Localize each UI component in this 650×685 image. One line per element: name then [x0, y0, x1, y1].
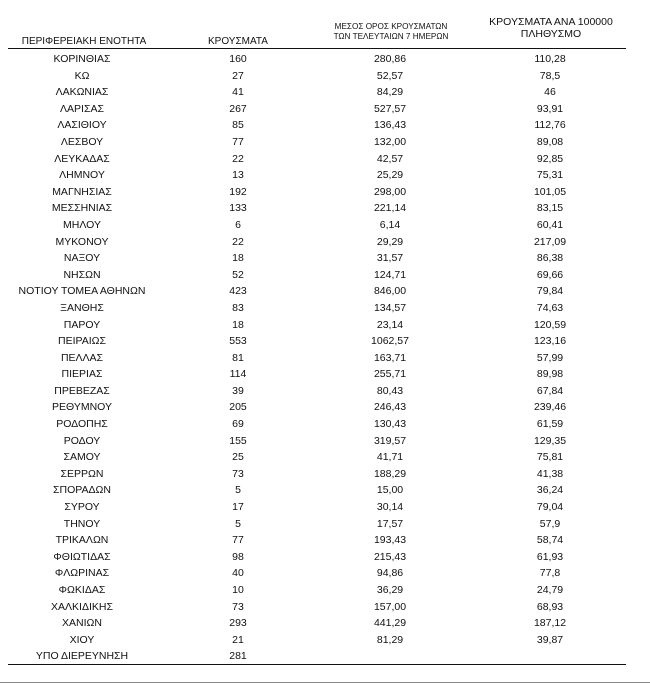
region-name-cell: ΠΕΛΛΑΣ: [60, 351, 104, 364]
table-row: [0, 151, 650, 168]
average-cell: 193,43: [373, 534, 407, 547]
region-name-cell: ΥΠΟ ΔΙΕΡΕΥΝΗΣΗ: [35, 650, 129, 663]
region-name-cell: ΣΑΜΟΥ: [63, 451, 101, 464]
region-name-cell: ΤΗΝΟΥ: [63, 517, 101, 530]
table-row: [0, 200, 650, 217]
per-100000-cell: 77,8: [539, 567, 561, 580]
region-name-cell: ΧΑΝΙΩΝ: [62, 617, 102, 630]
table-row: [0, 101, 650, 118]
per-100000-cell: 79,04: [536, 501, 564, 514]
per-100000-cell: 110,28: [534, 53, 566, 65]
region-name-cell: ΜΗΛΟΥ: [63, 218, 101, 231]
average-cell: 846,00: [373, 285, 407, 298]
region-name-cell: ΡΕΘΥΜΝΟΥ: [51, 401, 112, 414]
average-cell: 136,43: [373, 119, 407, 132]
per-100000-cell: 75,31: [536, 169, 564, 182]
per-100000-cell: 92,85: [536, 152, 564, 165]
average-cell: 188,29: [373, 467, 407, 480]
cases-cell: 17: [232, 501, 244, 514]
table-row: [0, 250, 650, 267]
average-cell: 215,43: [373, 550, 407, 563]
per-100000-cell: 217,09: [533, 235, 567, 248]
cases-cell: 281: [229, 650, 247, 663]
table-row: [0, 549, 650, 566]
average-cell: 84,29: [376, 86, 404, 99]
header-average-line2: ΤΩΝ ΤΕΛΕΥΤΑΙΩΝ 7 ΗΜΕΡΩΝ: [333, 32, 449, 41]
table-row: [0, 416, 650, 433]
cases-cell: 69: [232, 418, 244, 431]
cases-cell: 423: [229, 285, 247, 298]
header-cases-per-100000: [476, 17, 626, 40]
region-name-cell: ΛΕΣΒΟΥ: [60, 135, 104, 148]
region-name-cell: ΛΕΥΚΑΔΑΣ: [54, 152, 110, 165]
table-row: [0, 300, 650, 317]
table-row: [0, 399, 650, 416]
region-name-cell: ΦΛΩΡΙΝΑΣ: [54, 567, 110, 580]
region-name-cell: ΜΥΚΟΝΟΥ: [55, 235, 109, 248]
average-cell: 132,00: [373, 135, 407, 148]
region-name-cell: ΡΟΔΟΠΗΣ: [56, 418, 108, 431]
per-100000-cell: 39,87: [536, 633, 564, 646]
region-name-cell: ΜΕΣΣΗΝΙΑΣ: [51, 202, 113, 215]
table-row: [0, 134, 650, 151]
region-name-cell: ΣΠΟΡΑΔΩΝ: [53, 484, 111, 497]
per-100000-cell: 36,24: [536, 484, 564, 497]
region-name-cell: ΤΡΙΚΑΛΩΝ: [55, 534, 109, 547]
region-name-cell: ΧΙΟΥ: [69, 633, 95, 646]
cases-cell: 22: [232, 235, 244, 248]
region-name-cell: ΛΗΜΝΟΥ: [59, 169, 105, 182]
header-per-line1: ΚΡΟΥΣΜΑΤΑ ΑΝΑ 100000: [489, 16, 613, 28]
cases-cell: 25: [232, 451, 244, 464]
average-cell: 17,57: [376, 517, 404, 530]
region-name-cell: ΛΑΣΙΘΙΟΥ: [57, 119, 107, 132]
per-100000-cell: 41,38: [536, 467, 564, 480]
table-row: [0, 350, 650, 367]
region-name-cell: ΣΕΡΡΩΝ: [60, 467, 104, 480]
table-row: [0, 167, 650, 184]
average-cell: 80,43: [376, 384, 404, 397]
table-row: [0, 283, 650, 300]
table-row: [0, 234, 650, 251]
per-100000-cell: 60,41: [536, 218, 564, 231]
page-bottom-rule: [0, 682, 650, 683]
per-100000-cell: 123,16: [533, 335, 567, 348]
average-cell: 29,29: [376, 235, 404, 248]
table-row: [0, 582, 650, 599]
table-row: [0, 317, 650, 334]
per-100000-cell: 89,98: [536, 368, 564, 381]
average-cell: 280,86: [373, 53, 407, 65]
table-row: [0, 217, 650, 234]
per-100000-cell: 61,59: [536, 418, 564, 431]
cases-cell: 133: [229, 202, 247, 215]
average-cell: 30,14: [376, 501, 404, 514]
cases-cell: 22: [232, 152, 244, 165]
table-row: [0, 68, 650, 85]
table-row: [0, 449, 650, 466]
per-100000-cell: 46: [544, 86, 556, 99]
header-average-line1: ΜΕΣΟΣ ΟΡΟΣ ΚΡΟΥΣΜΑΤΩΝ: [334, 22, 448, 31]
table-row: [0, 532, 650, 549]
cases-cell: 5: [235, 517, 241, 530]
region-name-cell: ΧΑΛΚΙΔΙΚΗΣ: [51, 600, 113, 613]
per-100000-cell: 187,12: [533, 617, 567, 630]
cases-cell: 21: [232, 633, 244, 646]
per-100000-cell: 69,66: [536, 268, 564, 281]
average-cell: 319,57: [373, 434, 407, 447]
per-100000-cell: 74,63: [536, 301, 564, 314]
average-cell: 52,57: [376, 69, 404, 82]
cases-cell: 192: [229, 185, 247, 198]
average-cell: 81,29: [376, 633, 404, 646]
per-100000-cell: 75,81: [536, 451, 564, 464]
region-name-cell: ΚΩ: [74, 69, 90, 82]
cases-cell: 85: [232, 119, 244, 132]
cases-cell: 77: [232, 534, 244, 547]
per-100000-cell: 58,74: [536, 534, 564, 547]
per-100000-cell: 86,38: [536, 252, 564, 265]
table-row: [0, 466, 650, 483]
table-row: [0, 632, 650, 649]
table-row: [0, 366, 650, 383]
region-name-cell: ΞΑΝΘΗΣ: [60, 301, 104, 314]
per-100000-cell: 89,08: [536, 135, 564, 148]
table-body: [0, 51, 650, 665]
average-cell: 527,57: [373, 102, 407, 115]
table-row: [0, 383, 650, 400]
cases-cell: 553: [229, 335, 247, 348]
cases-cell: 10: [232, 584, 244, 596]
cases-cell: 98: [232, 550, 244, 563]
region-name-cell: ΛΑΡΙΣΑΣ: [60, 102, 104, 115]
table-bottom-rule: [8, 664, 626, 665]
per-100000-cell: 239,46: [533, 401, 567, 414]
cases-cell: 6: [235, 218, 241, 231]
header-region: ΠΕΡΙΦΕΡΕΙΑΚΗ ΕΝΟΤΗΤΑ: [21, 36, 147, 47]
cases-cell: 205: [229, 401, 247, 414]
region-name-cell: ΠΑΡΟΥ: [63, 318, 101, 331]
average-cell: 23,14: [376, 318, 404, 331]
cases-cell: 114: [229, 368, 247, 381]
table-row: [0, 516, 650, 533]
average-cell: 246,43: [373, 401, 407, 414]
average-cell: 124,71: [373, 268, 407, 281]
per-100000-cell: 67,84: [536, 384, 564, 397]
cases-cell: 81: [232, 351, 244, 364]
region-name-cell: ΠΕΙΡΑΙΩΣ: [58, 335, 106, 348]
table-row: [0, 51, 650, 68]
per-100000-cell: 57,9: [539, 517, 561, 530]
table-row: [0, 499, 650, 516]
average-cell: 157,00: [373, 600, 407, 613]
per-100000-cell: 101,05: [533, 185, 567, 198]
per-100000-cell: 78,5: [539, 69, 561, 82]
cases-cell: 293: [229, 617, 247, 630]
cases-cell: 73: [232, 600, 244, 613]
per-100000-cell: 24,79: [536, 584, 564, 596]
average-cell: 25,29: [376, 169, 404, 182]
per-100000-cell: 112,76: [534, 119, 566, 132]
average-cell: 42,57: [376, 152, 404, 165]
per-100000-cell: 129,35: [533, 434, 567, 447]
table-row: [0, 565, 650, 582]
per-100000-cell: 57,99: [536, 351, 564, 364]
table-row: [0, 482, 650, 499]
table-row: [0, 599, 650, 616]
average-cell: 15,00: [376, 484, 404, 497]
cases-cell: 13: [232, 169, 244, 182]
region-name-cell: ΦΩΚΙΔΑΣ: [58, 584, 106, 596]
per-100000-cell: 79,84: [536, 285, 564, 298]
cases-cell: 18: [232, 252, 244, 265]
table-row: [0, 267, 650, 284]
table-row: [0, 84, 650, 101]
average-cell: 6,14: [379, 218, 401, 231]
average-cell: 163,71: [373, 351, 407, 364]
region-name-cell: ΡΟΔΟΥ: [63, 434, 101, 447]
cases-cell: 41: [232, 86, 244, 99]
table-row: [0, 433, 650, 450]
per-100000-cell: 68,93: [536, 600, 564, 613]
cases-cell: 52: [232, 268, 244, 281]
region-name-cell: ΝΑΞΟΥ: [63, 252, 101, 265]
average-cell: 1062,57: [371, 335, 409, 348]
per-100000-cell: 120,59: [533, 318, 567, 331]
average-cell: 41,71: [376, 451, 404, 464]
region-name-cell: ΚΟΡΙΝΘΙΑΣ: [53, 53, 111, 65]
average-cell: 441,29: [373, 617, 407, 630]
average-cell: 130,43: [373, 418, 407, 431]
cases-cell: 160: [229, 53, 247, 65]
average-cell: 36,29: [376, 584, 404, 596]
header-per-line2: ΠΛΗΘΥΣΜΟ: [520, 27, 582, 40]
cases-cell: 18: [232, 318, 244, 331]
cases-cell: 267: [229, 102, 247, 115]
region-name-cell: ΠΙΕΡΙΑΣ: [61, 368, 103, 381]
per-100000-cell: 93,91: [536, 102, 564, 115]
average-cell: 221,14: [373, 202, 407, 215]
average-cell: 134,57: [373, 301, 407, 314]
table-row: [0, 648, 650, 665]
table-row: [0, 615, 650, 632]
table-row: [0, 184, 650, 201]
cases-cell: 155: [229, 434, 247, 447]
header-cases: ΚΡΟΥΣΜΑΤΑ: [208, 36, 268, 47]
region-name-cell: ΝΗΣΩΝ: [63, 268, 101, 281]
table-row: [0, 333, 650, 350]
cases-cell: 40: [232, 567, 244, 580]
average-cell: 94,86: [376, 567, 404, 580]
average-cell: 31,57: [376, 252, 404, 265]
per-100000-cell: 83,15: [536, 202, 564, 215]
cases-cell: 27: [232, 69, 244, 82]
region-name-cell: ΝΟΤΙΟΥ ΤΟΜΕΑ ΑΘΗΝΩΝ: [18, 285, 146, 298]
average-cell: 298,00: [373, 185, 407, 198]
header-divider: [8, 48, 626, 49]
per-100000-cell: 61,93: [536, 550, 564, 563]
cases-cell: 73: [232, 467, 244, 480]
average-cell: 255,71: [373, 368, 407, 381]
cases-cell: 5: [235, 484, 241, 497]
region-name-cell: ΜΑΓΝΗΣΙΑΣ: [52, 185, 112, 198]
header-average-7-days: [316, 22, 466, 42]
region-name-cell: ΛΑΚΩΝΙΑΣ: [55, 86, 109, 99]
table-row: [0, 117, 650, 134]
cases-cell: 83: [232, 301, 244, 314]
region-name-cell: ΣΥΡΟΥ: [64, 501, 100, 514]
cases-cell: 77: [232, 135, 244, 148]
cases-cell: 39: [232, 384, 244, 397]
region-name-cell: ΠΡΕΒΕΖΑΣ: [54, 384, 110, 397]
region-name-cell: ΦΘΙΩΤΙΔΑΣ: [53, 550, 111, 563]
